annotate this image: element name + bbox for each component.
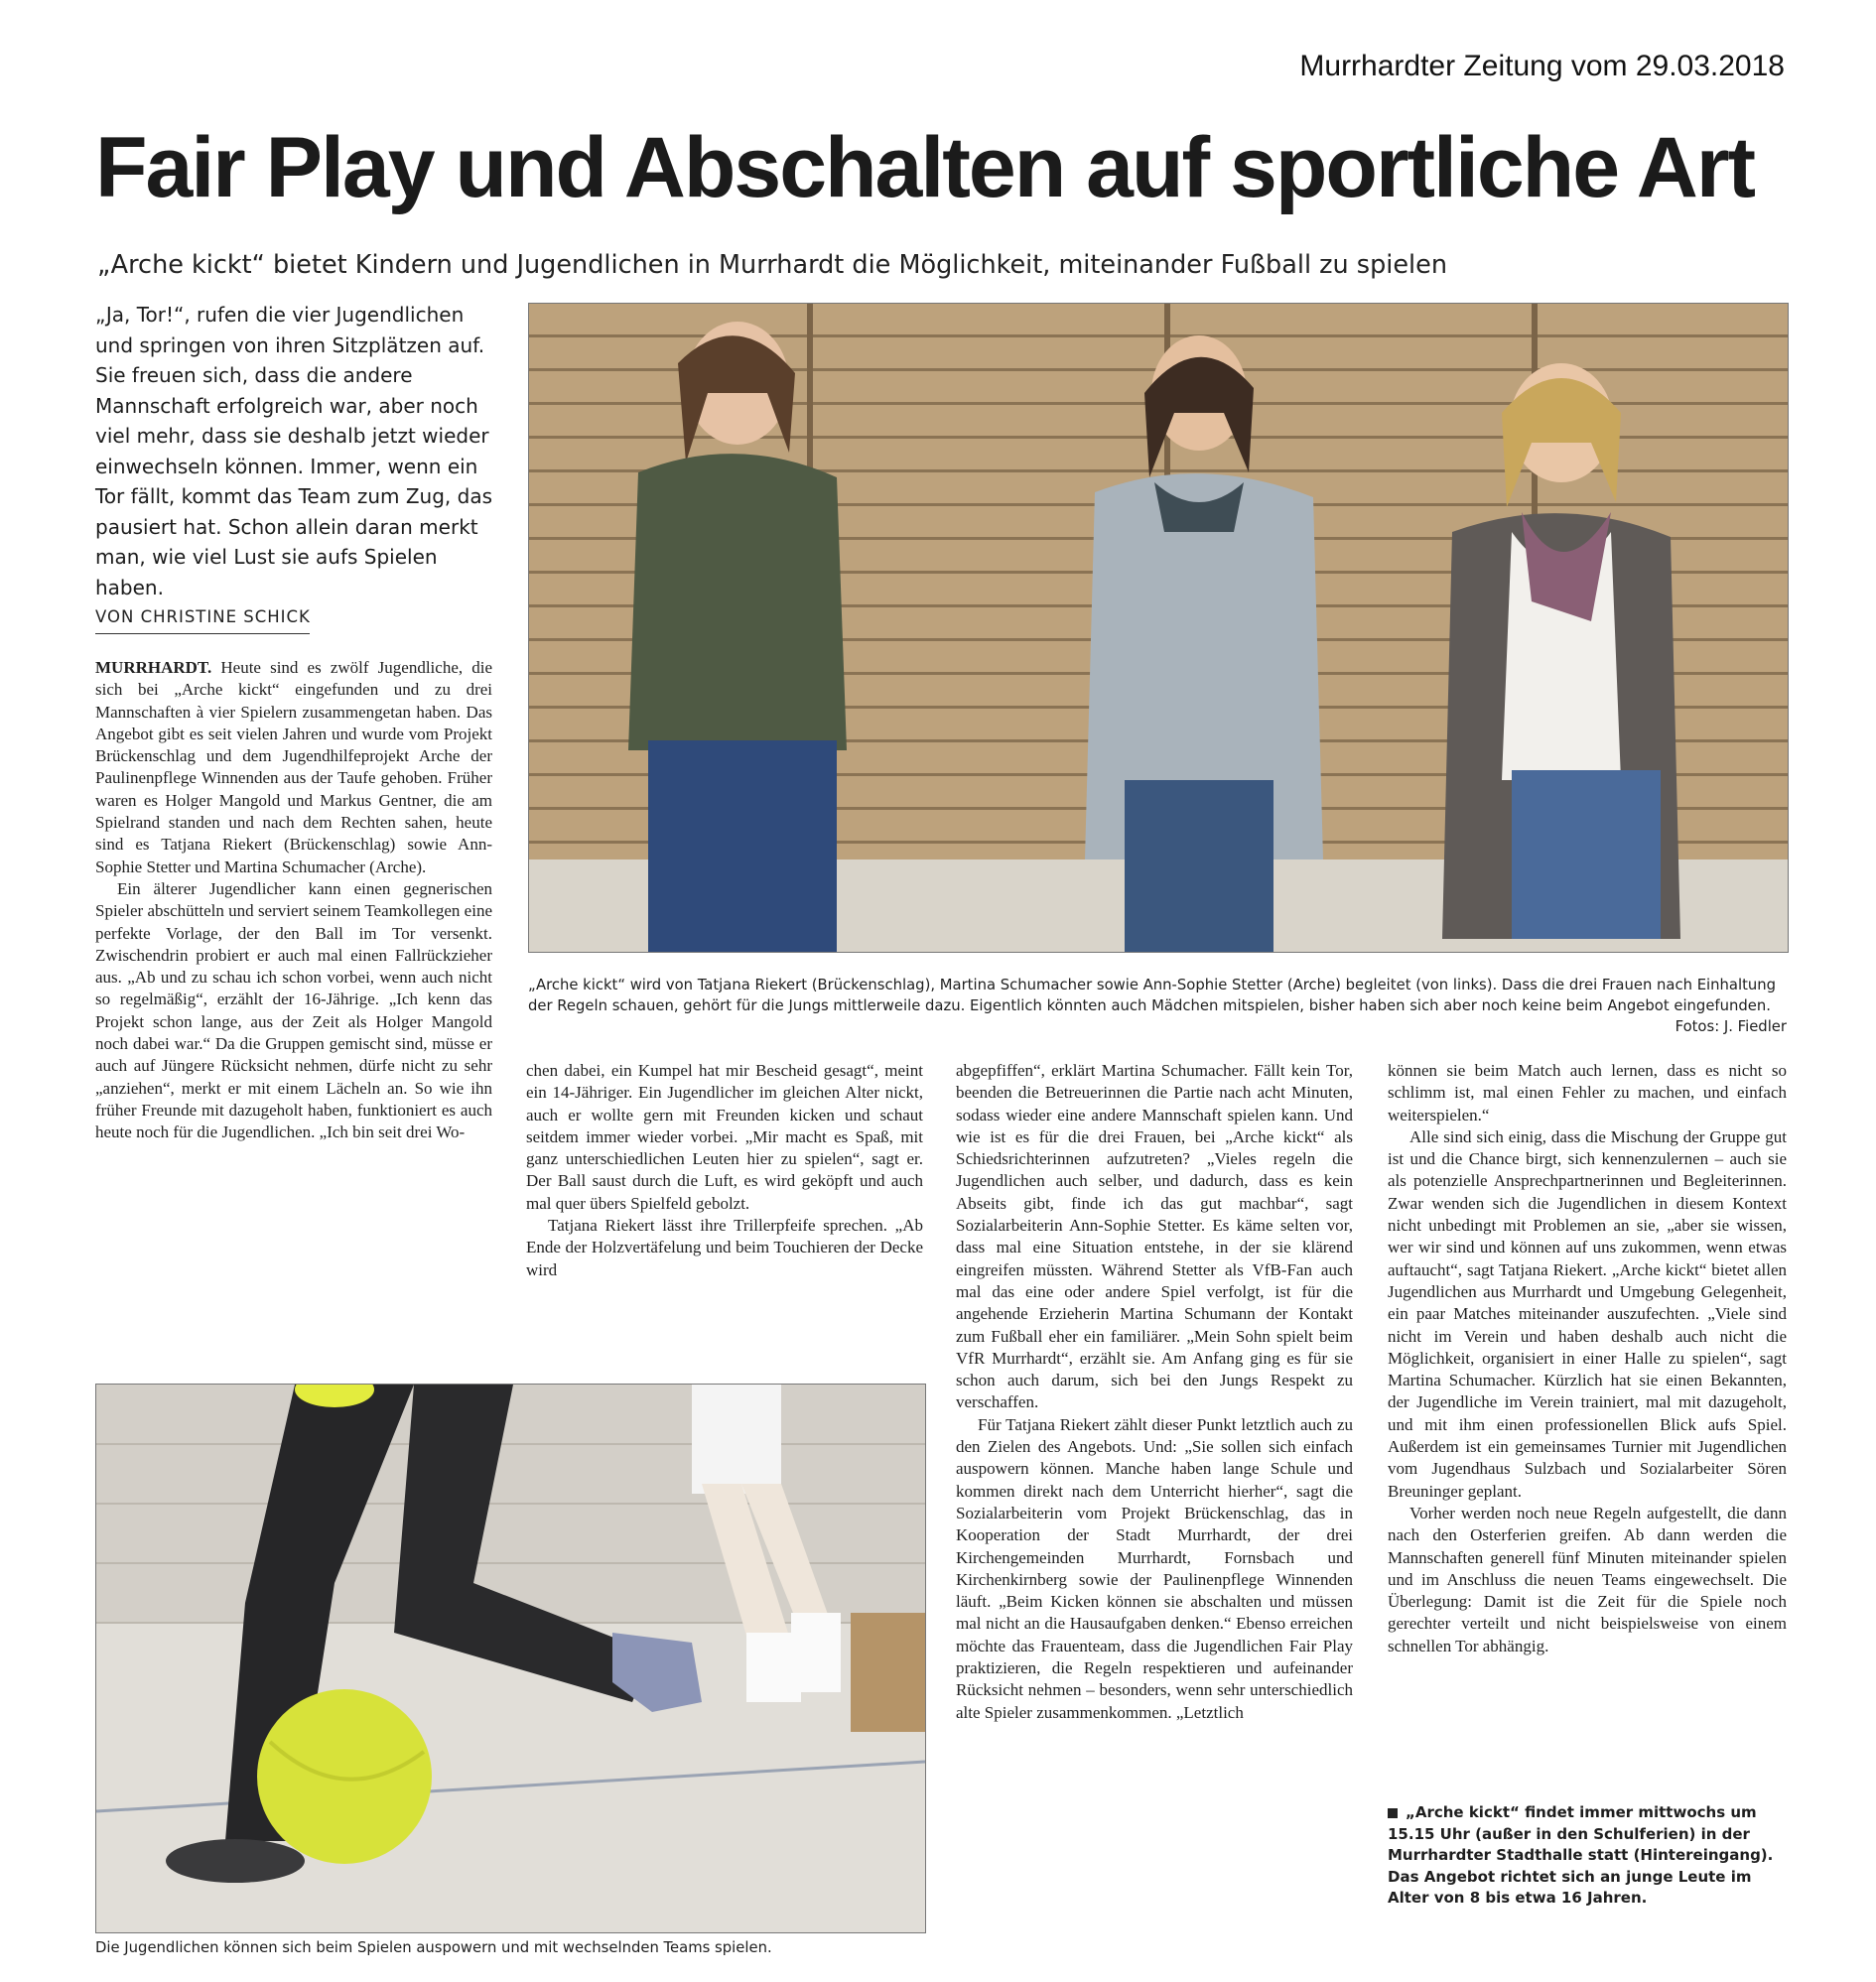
photo-image: [96, 1385, 925, 1932]
article-column-4: [1388, 1060, 1787, 1657]
article-column-3: [956, 1060, 1353, 1724]
paragraph: Ein älterer Jugendlicher kann einen gegnerischen Spieler abschütteln und serviert seinem Teamkollegen eine perfekte Vorlage, der den Ball im Tor versenkt. Zwischendrin probiert er auch mal einen Fallrückzieher aus. „Ab und zu schau ich schon vorbei, wenn auch nicht so regelmäßig“, erzählt der 16-Jährige. „Ich kenn das Projekt schon lange, aus der Zeit als Holger Mangold noch dabei war.“ Da die Gruppen gemischt sind, müsse er auch auf Jüngere Rücksicht nehmen, dürfe nicht zu sehr „anziehen“, merkt er mit einem Lächeln an. So wie ihn früher Freunde mit dazugeholt haben, funktioniert es auch heute noch für die Jugendlichen. „Ich bin seit drei Wo-: [95, 878, 492, 1142]
photo-caption-bottom: Die Jugendlichen können sich beim Spielen auspowern und mit wechselnden Teams spielen.: [95, 1939, 772, 1956]
photo-three-women: [528, 303, 1789, 953]
info-box: [1388, 1802, 1787, 1910]
paragraph: abgepfiffen“, erklärt Martina Schumacher. Fällt kein Tor, beenden die Betreuerinnen die Partie nach acht Minuten, sodass wieder eine andere Mannschaft spielen kann. Und wie ist es für die drei Frauen, bei „Arche kickt“ als Schiedsrichterinnen aufzutreten? „Vieles regeln die Jugendlichen auch selber, und dadurch, dass es kein Abseits gibt, finde ich das gut machbar“, sagt Sozialarbeiterin Ann-Sophie Stetter. Es käme selten vor, dass mal eine Situation entstehe, in der sie klärend eingreifen müssten. Während Stetter als VfB-Fan auch mal das eine oder andere Spiel verfolgt, ist für die angehende Erzieherin Martina Schumann der Kontakt zum Fußball eher ein familiärer. „Mein Sohn spielt beim VfR Murrhardt“, erzählt sie. Am Anfang ging es für sie schon auch darum, sich bei den Jungs Respekt zu verschaffen.: [956, 1061, 1353, 1412]
subheadline: „Arche kickt“ bietet Kindern und Jugendlichen in Murrhardt die Möglichkeit, miteinander Fußball zu spielen: [97, 250, 1447, 280]
byline-rule: [95, 633, 310, 634]
headline: Fair Play und Abschalten auf sportliche Art: [95, 120, 1754, 215]
dateline: MURRHARDT.: [95, 658, 212, 677]
paragraph: Heute sind es zwölf Jugendliche, die sich bei „Arche kickt“ eingefunden und zu drei Mannschaften à vier Spielern zusammengetan haben. Das Angebot gibt es seit vielen Jahren und wurde vom Projekt Brückenschlag und dem Jugendhilfeprojekt Arche der Paulinenpflege Winnenden aus der Taufe gehoben. Früher waren es Holger Mangold und Markus Gentner, die am Spielrand standen und nach dem Rechten sahen, heute sind es Tatjana Riekert (Brückenschlag) sowie Ann-Sophie Stetter und Martina Schumacher (Arche).: [95, 658, 492, 876]
photo-caption-top: „Arche kickt“ wird von Tatjana Riekert (Brückenschlag), Martina Schumacher sowie Ann-Sophie Stetter (Arche) begleitet (von links). Dass die drei Frauen nach Einhaltung der Regeln schauen, gehört für die Jungs mittlerweile dazu. Eigentlich könnten auch Mädchen mitspielen, bisher haben sich aber noch keine beim Angebot eingefunden.: [528, 977, 1777, 1014]
bullet-square-icon: [1388, 1808, 1398, 1818]
source-line: Murrhardter Zeitung vom 29.03.2018: [1299, 50, 1785, 82]
byline: VON CHRISTINE SCHICK: [95, 607, 311, 626]
paragraph: Tatjana Riekert lässt ihre Trillerpfeife sprechen. „Ab Ende der Holzvertäfelung und beim Touchieren der Decke wird: [526, 1216, 923, 1279]
photo-football-action: [95, 1384, 926, 1933]
paragraph: können sie beim Match auch lernen, dass es nicht so schlimm ist, mal einen Fehler zu machen, und einfach weiterspielen.“: [1388, 1061, 1787, 1124]
photo-image: [529, 304, 1788, 952]
info-box-text: „Arche kickt“ findet immer mittwochs um 15.15 Uhr (außer in den Schulferien) in der Murrhardter Stadthalle statt (Hintereingang). Das Angebot richtet sich an junge Leute im Alter von 8 bis etwa 16 Jahren.: [1388, 1803, 1774, 1907]
article-column-2: [526, 1060, 923, 1281]
paragraph: Vorher werden noch neue Regeln aufgestellt, die dann nach den Osterferien greifen. Ab dann werden die Mannschaften generell fünf Minuten miteinander spielen und im Anschluss die neuen Teams eingewechselt. Die Überlegung: Damit ist die Zeit für die Spiele noch gerechter verteilt und nicht beispielsweise von einem schnellen Tor abhängig.: [1388, 1503, 1787, 1655]
photo-credit: Fotos: J. Fiedler: [1675, 1018, 1787, 1035]
paragraph: chen dabei, ein Kumpel hat mir Bescheid gesagt“, meint ein 14-Jähriger. Ein Jugendlicher im gleichen Alter nickt, auch er wollte gern mit Freunden kicken und schaut seitdem immer wieder vorbei. „Mir macht es Spaß, mit ganz unterschiedlichen Leuten hier zu spielen“, sagt er. Der Ball saust durch die Luft, es wird geköpft und auch mal quer übers Spielfeld gebolzt.: [526, 1061, 923, 1213]
article-column-1: [95, 657, 492, 1144]
lead-paragraph: „Ja, Tor!“, rufen die vier Jugendlichen und springen von ihren Sitzplätzen auf. Sie freuen sich, dass die andere Mannschaft erfolgreich war, aber noch viel mehr, dass sie deshalb jetzt wieder einwechseln können. Immer, wenn ein Tor fällt, kommt das Team zum Zug, das pausiert hat. Schon allein daran merkt man, wie viel Lust sie aufs Spielen haben.: [95, 303, 492, 599]
paragraph: Alle sind sich einig, dass die Mischung der Gruppe gut ist und die Chance birgt, sich kennenzulernen – auch sie als potenzielle Ansprechpartnerinnen und Begleiterinnen. Zwar wenden sich die Jugendlichen in diesem Kontext nicht unbedingt mit Problemen an sie, „aber sie wissen, wer wir sind und können auf uns zukommen, wenn etwas auftaucht“, sagt Tatjana Riekert. „Arche kickt“ bietet allen Jugendlichen aus Murrhardt und Umgebung Gelegenheit, ein paar Matches miteinander auszufechten. „Viele sind nicht im Verein und haben deshalb auch nicht die Möglichkeit, organisiert in einer Halle zu spielen“, sagt Martina Schumacher. Kürzlich hat sie einen Bekannten, der Jugendliche im Verein trainiert, mal mit dazugeholt, und mit ihm einen professionellen Blick aufs Spiel. Außerdem ist ein gemeinsames Turnier mit Jugendlichen vom Jugendhaus Sulzbach und Sozialarbeiter Sören Breuninger geplant.: [1388, 1126, 1787, 1501]
paragraph: Für Tatjana Riekert zählt dieser Punkt letztlich auch zu den Zielen des Angebots. Und: „Sie sollen sich einfach auspowern können. Manche haben lange Schule und kommen direkt nach dem Unterricht hierher“, sagt die Sozialarbeiterin vom Projekt Brückenschlag, das in Kooperation der Stadt Murrhardt, der drei Kirchengemeinden Murrhardt, Fornsbach und Kirchenkirnberg sowie der Paulinenpflege Winnenden läuft. „Beim Kicken können sie abschalten und müssen mal nicht an die Hausaufgaben denken.“ Ebenso erreichen möchte das Frauenteam, dass die Jugendlichen Fair Play praktizieren, die Regeln respektieren und aufeinander Rücksicht nehmen – besonders, wenn sehr unterschiedlich alte Spieler zusammenkommen. „Letztlich: [956, 1414, 1353, 1722]
